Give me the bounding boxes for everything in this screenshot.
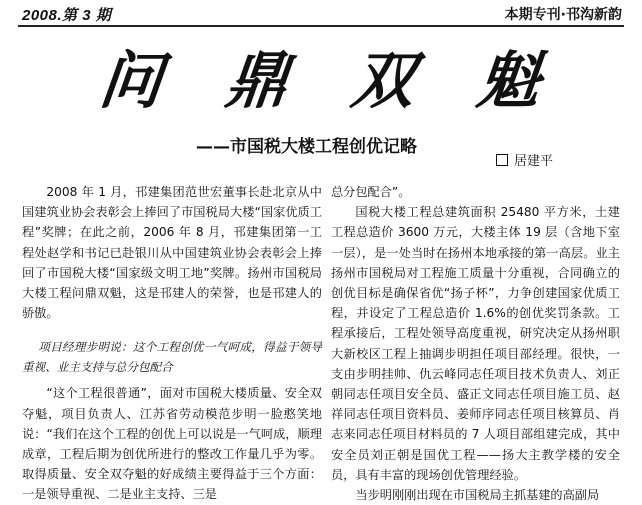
right-paragraph-1: 国税大楼工程总建筑面积 25480 平方米，土建工程总造价 3600 万元，大楼主体 19 层（含地下室一层），是一处当时在扬州本地承接的第一高层。业主扬州市国税局对工程施工质量十分重视，合同确立的创优目标是确保省优“扬子杯”，力争创建国家优质工程，并设定了工程总造价 1.6%的创优奖罚条款。工程承接后，工程处领导高度重视，研究决定从扬州职大新校区工程上抽调步明担任项目部经理。很快，一支由步明挂帅、仇云峰同志任项目技术负责人、刘正朝同志任项目安全员、盛正文同志任项目施工员、赵祥同志任项目资料员、姜师序同志任项目核算员、肖志来同志任项目材料员的 7 人项目部组建完成，其中安全员刘正朝是国优工程——扬大主教学楼的安全员，具有丰富的现场创优管理经验。	[331, 205, 620, 482]
article-subtitle: ——市国税大楼工程创优记略	[196, 137, 417, 157]
article-title	[96, 44, 544, 118]
left-paragraph-1: 2008 年 1 月，邗建集团范世宏董事长赴北京从中国建筑业协会表彰会上捧回了市国税局大楼“国家优质工程”奖牌；在此之前，2006 年 8 月，邗建集团第一工程处赵学和书记已赴银川从中国建筑业协会表彰会上捧回了市国税大楼“国家级文明工地”奖牌。扬州市国税局大楼工程问鼎双魁，这是邗建人的荣誉，也是邗建人的骄傲。	[22, 185, 322, 321]
right-column	[331, 182, 620, 505]
left-paragraph-2: “这个工程很普通”，面对市国税大楼质量、安全双夺魁，项目负责人、江苏省劳动模范步明一脸憨笑地说：“我们在这个工程的创优上可以说是一气呵成，顺理成章，工程后期为创优所进行的整改工作量几乎为零。取得质量、安全双夺魁的好成绩主要得益于三个方面：一是领导重视、二是业主支持、三是	[22, 386, 322, 502]
column-name: 本期专刊·邗沟新韵	[504, 7, 622, 23]
right-paragraph-2: 当步明刚刚出现在市国税局主抓基建的高副局	[355, 488, 600, 503]
author-line	[496, 150, 553, 169]
right-paragraph-0: 总分包配合”。	[331, 185, 411, 199]
title-char-1: 问	[96, 44, 166, 117]
author-name: 居建平	[514, 154, 554, 169]
square-icon	[496, 154, 508, 166]
section-heading: 项目经理步明说：这个工程创优一气呵成，得益于领导重视、业主支持与总分包配合	[22, 340, 322, 375]
title-char-2: 鼎	[222, 44, 292, 117]
title-char-3: 双	[348, 44, 418, 117]
left-column	[22, 182, 322, 505]
title-char-4: 魁	[474, 44, 544, 117]
issue-number: 2008.第 3 期	[22, 7, 112, 24]
header-rule	[18, 25, 624, 27]
page-header	[0, 0, 642, 26]
